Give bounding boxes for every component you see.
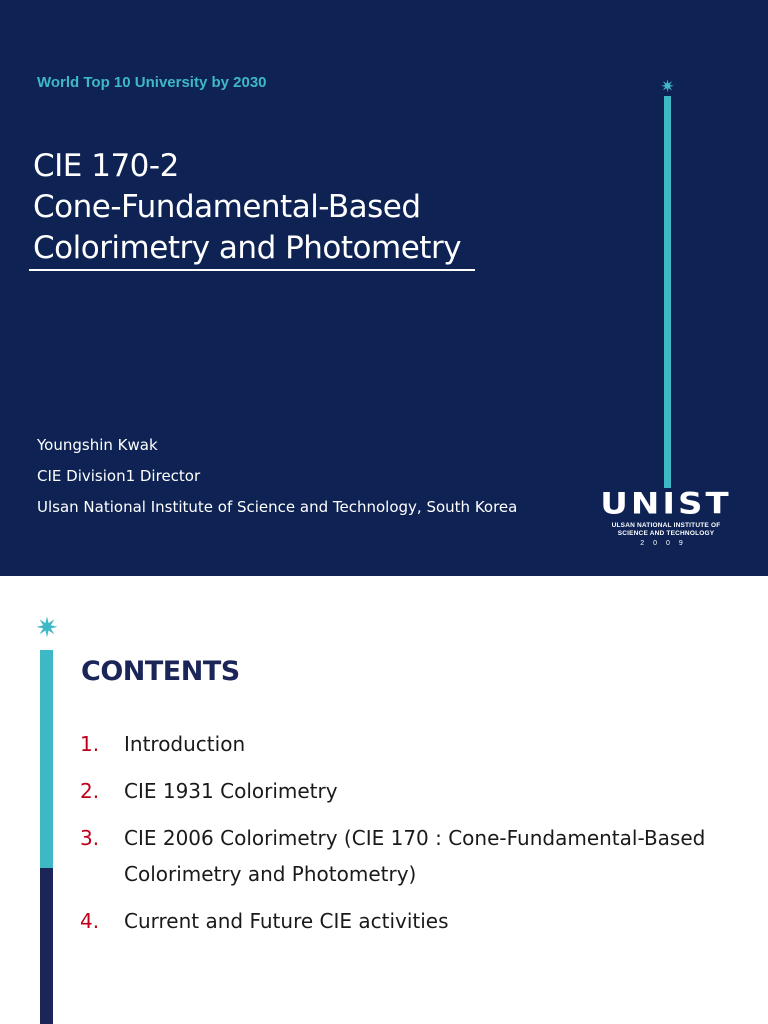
list-item-number: 4. <box>80 909 100 933</box>
title-line-1: CIE 170-2 <box>33 148 179 184</box>
title-line-3: Colorimetry and Photometry <box>33 230 462 266</box>
list-item <box>80 726 720 762</box>
contents-slide <box>0 576 768 1024</box>
author-role: CIE Division1 Director <box>37 467 201 485</box>
list-item-text: Current and Future CIE activities <box>124 909 449 933</box>
contents-list <box>80 726 720 950</box>
star-icon: ✷ <box>660 77 675 96</box>
accent-bar-teal <box>40 650 53 868</box>
logo-year: 2009 <box>640 540 692 547</box>
accent-bar-navy <box>40 868 53 1024</box>
logo-subtitle-line-1: ULSAN NATIONAL INSTITUTE OF <box>611 522 721 529</box>
title-line-2: Cone-Fundamental-Based <box>33 189 421 225</box>
list-item-text: Introduction <box>124 732 246 756</box>
author-block <box>37 430 517 523</box>
accent-vertical-bar <box>664 96 671 488</box>
title-underline <box>29 269 475 271</box>
list-item-text: CIE 2006 Colorimetry (CIE 170 : Cone-Fundamental-Based Colorimetry and Photometry) <box>124 826 706 886</box>
list-item-number: 1. <box>80 732 100 756</box>
unist-logo <box>598 486 734 552</box>
star-icon: ✷ <box>35 612 59 643</box>
logo-wordmark: UNIST <box>600 487 732 521</box>
list-item <box>80 820 720 892</box>
slide-title <box>33 146 461 269</box>
author-name: Youngshin Kwak <box>37 436 158 454</box>
list-item-number: 2. <box>80 779 100 803</box>
list-item <box>80 773 720 809</box>
tagline: World Top 10 University by 2030 <box>37 74 267 91</box>
list-item <box>80 903 720 939</box>
author-affiliation: Ulsan National Institute of Science and Technology, South Korea <box>37 498 518 516</box>
list-item-text: CIE 1931 Colorimetry <box>124 779 338 803</box>
logo-subtitle-line-2: SCIENCE AND TECHNOLOGY <box>617 530 715 537</box>
contents-heading: CONTENTS <box>81 656 240 687</box>
list-item-number: 3. <box>80 826 100 850</box>
